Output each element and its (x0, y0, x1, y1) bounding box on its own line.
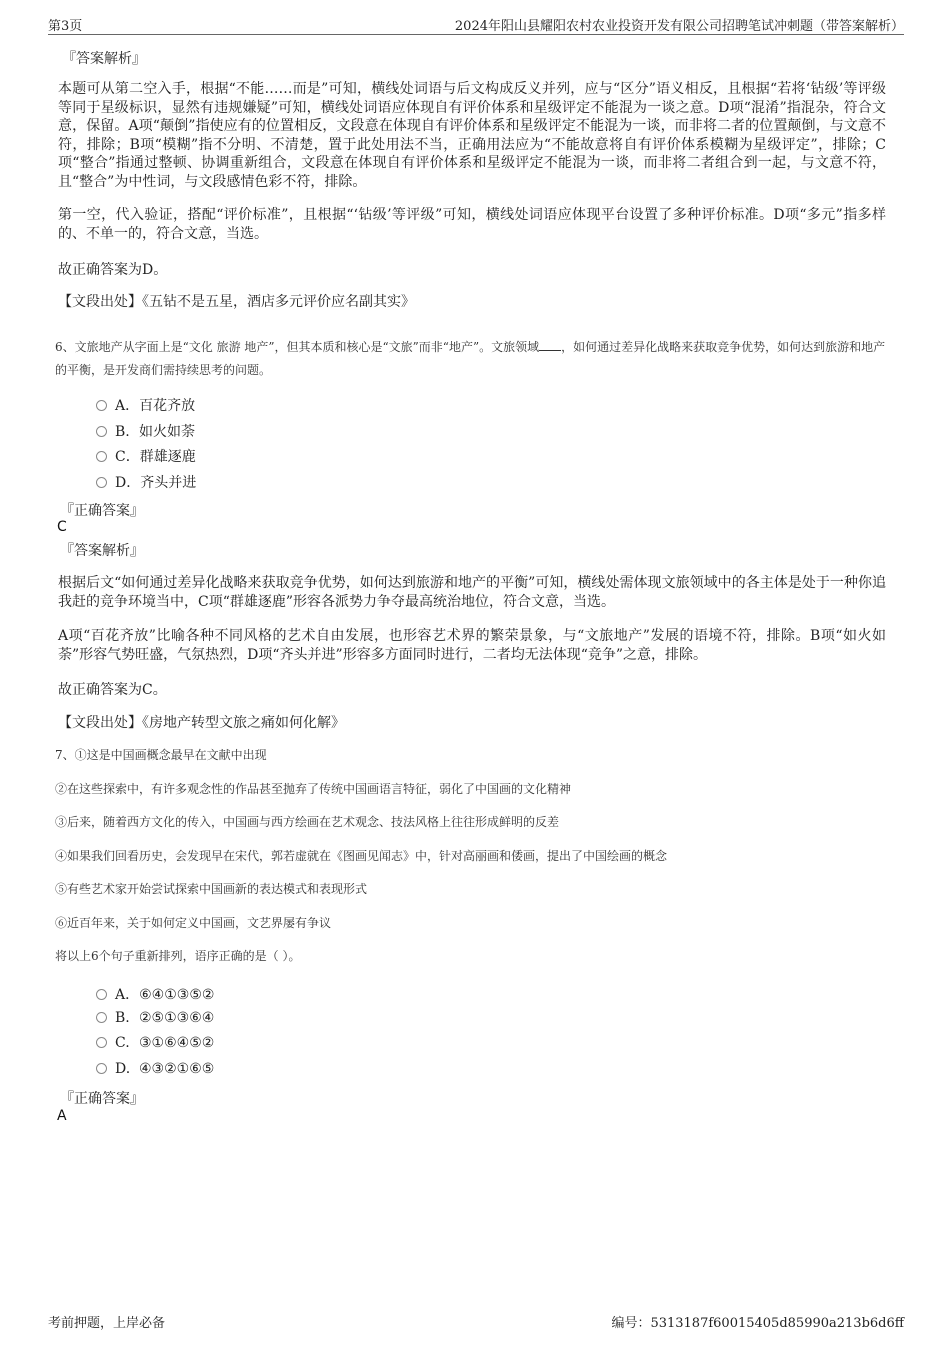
option-b[interactable]: B. 如火如荼 (96, 421, 195, 441)
conclusion-text: 故正确答案为D。 (58, 262, 168, 278)
question-6-text (55, 336, 895, 382)
radio-icon[interactable] (96, 477, 107, 488)
option-c[interactable]: C. ③①⑥④⑤② (96, 1035, 214, 1051)
page-number: 第3页 (48, 19, 83, 34)
radio-icon[interactable] (96, 1037, 107, 1048)
analysis-label-q5: 『答案解析』 (62, 51, 146, 67)
analysis-paragraph: 本题可从第二空入手，根据“不能……而是”可知，横线处词语与后文构成反义并列，应与“区分”语义相反，且根据“若将‘钻级’等评级等同于星级标识，显然有违规嫌疑”可知，横线处词语应体现自有评价体系和星级评定不能混为一谈之意。D项“混淆”指混杂，符合文意，保留。A项“颠倒”指使应有的位置相反，文段意在体现自有评价体系和星级评定不能混为一谈，而非将二者的位置颠倒，与文意不符，排除；B项“模糊”指不分明、不清楚，置于此处用法不当，正确用法应为“不能故意将自有评价体系模糊为星级评定”，排除；C项“整合”指通过整顿、协调重新组合，文段意在体现自有评价体系和星级评定不能混为一谈，而非将二者组合到一起，与文意不符，且“整合”为中性词，与文段感情色彩不符，排除。 (58, 81, 886, 190)
question-7-prompt: 将以上6个句子重新排列，语序正确的是（ ）。 (55, 949, 301, 963)
radio-icon[interactable] (96, 1012, 107, 1023)
correct-answer: A (57, 1108, 67, 1124)
question-7-line: ⑤有些艺术家开始尝试探索中国画新的表达模式和表现形式 (55, 882, 368, 896)
option-a[interactable]: A．百花齐放 (96, 395, 195, 415)
radio-icon[interactable] (96, 451, 107, 462)
analysis-paragraph: 根据后文“如何通过差异化战略来获取竞争优势，如何达到旅游和地产的平衡”可知，横线处需体现文旅领域中的各主体是处于一种你追我赶的竞争环境当中，C项“群雄逐鹿”形容各派势力争夺最高统治地位，符合文意，当选。 (58, 575, 886, 610)
conclusion-text: 故正确答案为C。 (58, 682, 167, 698)
question-7-line: 7、①这是中国画概念最早在文献中出现 (55, 748, 267, 762)
question-7-line: ⑥近百年来，关于如何定义中国画，文艺界屡有争议 (55, 916, 332, 930)
correct-answer-label: 『正确答案』 (60, 503, 144, 519)
footer-slogan: 考前押题，上岸必备 (48, 1316, 166, 1331)
radio-icon[interactable] (96, 400, 107, 411)
correct-answer-label: 『正确答案』 (60, 1091, 144, 1107)
analysis-paragraph: A项“百花齐放”比喻各种不同风格的艺术自由发展，也形容艺术界的繁荣景象，与“文旅地产”发展的语境不符，排除。B项“如火如荼”形容气势旺盛，气氛热烈，D项“齐头并进”形容多方面同时进行，二者均无法体现“竞争”之意，排除。 (58, 628, 886, 663)
option-c[interactable]: C．群雄逐鹿 (96, 446, 196, 466)
question-text-before: 6、文旅地产从字面上是“文化 旅游 地产”，但其本质和核心是“文旅”而非“地产”。文旅领域 (55, 340, 540, 354)
question-7-line: ②在这些探索中，有许多观念性的作品甚至抛弃了传统中国画语言特征，弱化了中国画的文化精神 (55, 782, 572, 796)
radio-icon[interactable] (96, 1063, 107, 1074)
question-7-line: ③后来，随着西方文化的传入，中国画与西方绘画在艺术观念、技法风格上往往形成鲜明的反差 (55, 815, 560, 829)
source-citation: 【文段出处】《五钻不是五星，酒店多元评价应名副其实》 (58, 294, 415, 310)
radio-icon[interactable] (96, 426, 107, 437)
option-b[interactable]: B. ②⑤①③⑥④ (96, 1010, 214, 1026)
fill-blank (539, 340, 561, 351)
option-a[interactable]: A．⑥④①③⑤② (96, 984, 214, 1004)
radio-icon[interactable] (96, 989, 107, 1000)
analysis-paragraph: 第一空，代入验证，搭配“评价标准”，且根据“‘钻级’等评级”可知，横线处词语应体现平台设置了多种评价标准。D项“多元”指多样的、不单一的，符合文意，当选。 (58, 207, 886, 242)
question-7-line: ④如果我们回看历史，会发现早在宋代，郭若虚就在《图画见闻志》中，针对高丽画和倭画，提出了中国绘画的概念 (55, 849, 668, 863)
option-d[interactable]: D. ④③②①⑥⑤ (96, 1061, 214, 1077)
page-header (48, 12, 904, 35)
analysis-label-q6: 『答案解析』 (60, 543, 144, 559)
page-footer (48, 1312, 904, 1332)
document-serial: 编号：5313187f60015405d85990a213b6d6ff (611, 1316, 904, 1331)
question-text-after: ，如何通过差异化战略来获取竞争优势，如何达到旅游和地产的平衡，是开发商们需持续思考的问题。 (55, 340, 886, 377)
document-title: 2024年阳山县耀阳农村农业投资开发有限公司招聘笔试冲刺题（带答案解析） (454, 19, 904, 34)
option-d[interactable]: D．齐头并进 (96, 472, 196, 492)
correct-answer: C (57, 519, 67, 535)
source-citation: 【文段出处】《房地产转型文旅之痛如何化解》 (58, 715, 345, 731)
